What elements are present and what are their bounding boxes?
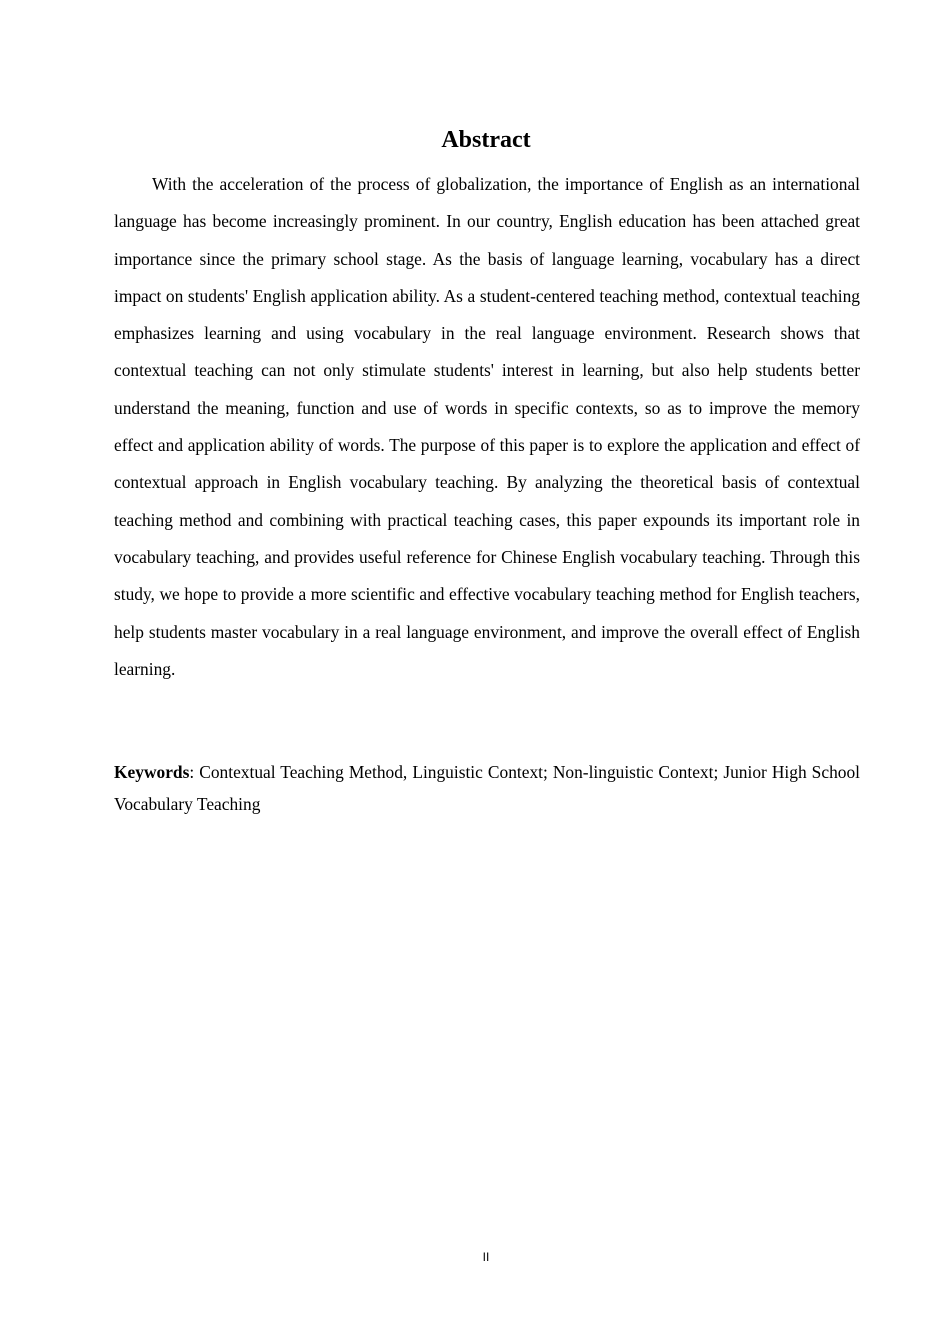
keywords-label: Keywords (114, 762, 190, 782)
keywords-separator: : (189, 762, 200, 782)
abstract-body: With the acceleration of the process of globalization, the importance of English as an international language has become increasingly prominent. In our country, English education has been attached great importance since the primary school stage. As the basis of language learning, vocabulary has a direct impact on students' English application ability. As a student-centered teaching method, contextual teaching emphasizes learning and using vocabulary in the real language environment. Research shows that contextual teaching can not only stimulate students' interest in learning, but also help students better understand the meaning, function and use of words in specific contexts, so as to improve the memory effect and application ability of words. The purpose of this paper is to explore the application and effect of contextual approach in English vocabulary teaching. By analyzing the theoretical basis of contextual teaching method and combining with practical teaching cases, this paper expounds its important role in vocabulary teaching, and provides useful reference for Chinese English vocabulary teaching. Through this study, we hope to provide a more scientific and effective vocabulary teaching method for English teachers, help students master vocabulary in a real language environment, and improve the overall effect of English learning. (114, 174, 860, 679)
page-number: II (482, 1250, 490, 1264)
keywords-text: Contextual Teaching Method, Linguistic Context; Non-linguistic Context; Junior High School Vocabulary Teaching (114, 762, 860, 814)
abstract-title: Abstract (441, 127, 531, 153)
keywords-paragraph (114, 756, 860, 820)
